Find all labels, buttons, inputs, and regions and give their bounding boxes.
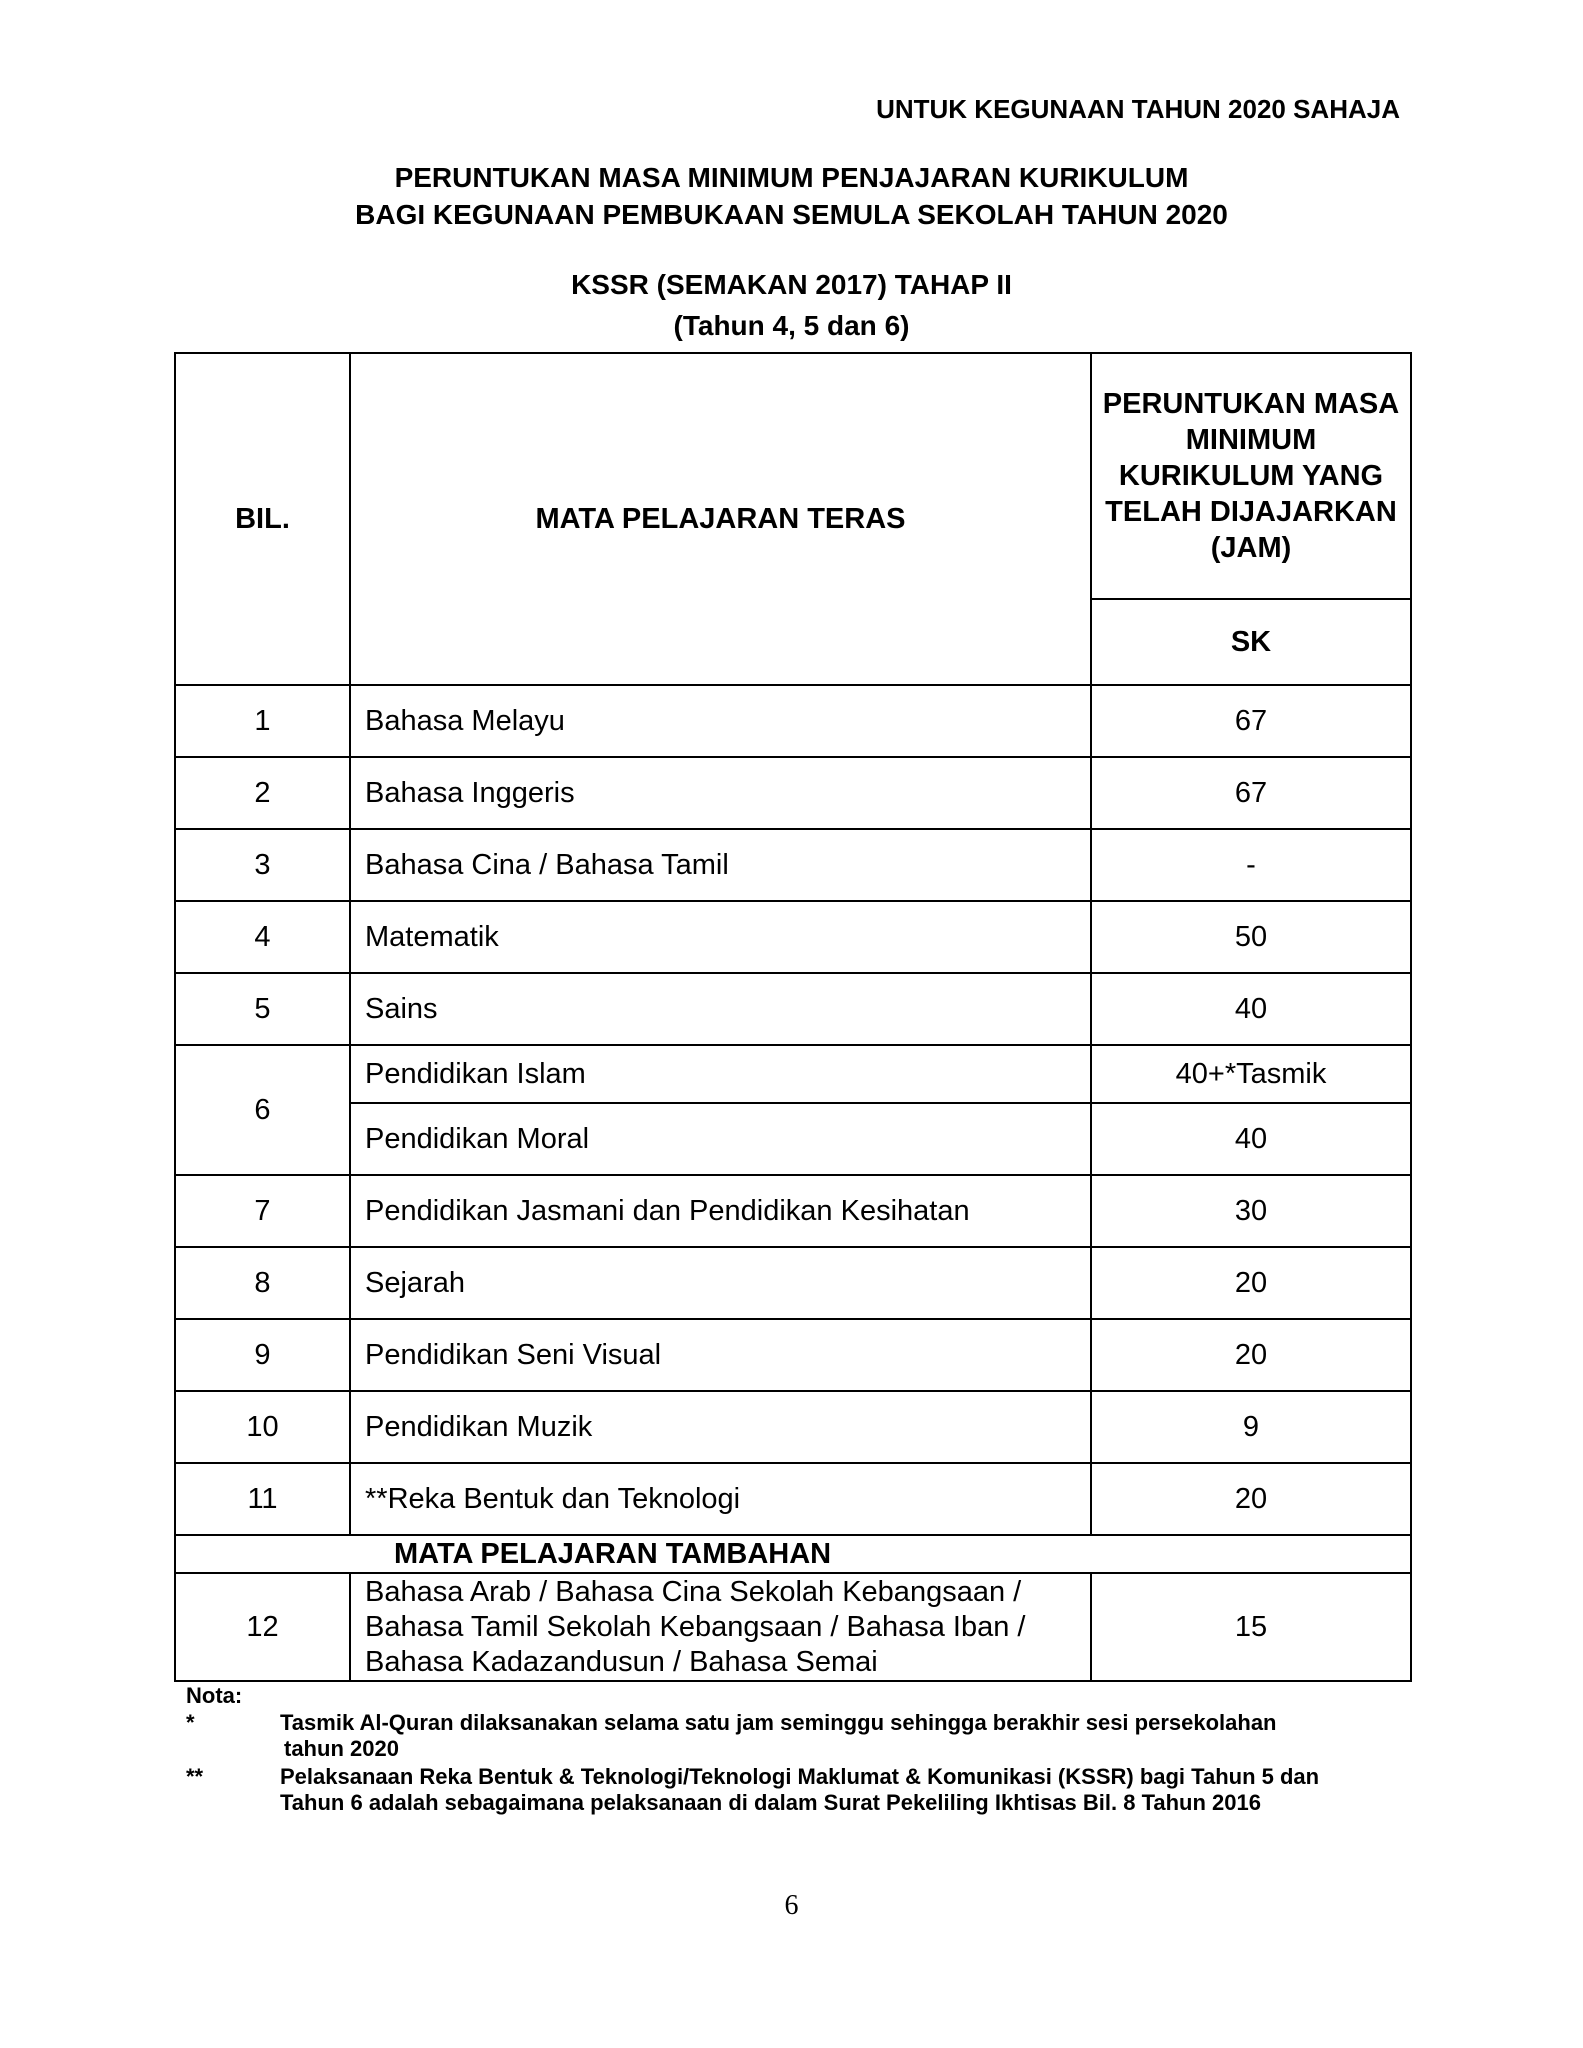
- row-subject: Bahasa Cina / Bahasa Tamil: [350, 829, 1091, 901]
- row-bil: 2: [175, 757, 350, 829]
- row-subject: Pendidikan Islam: [350, 1045, 1091, 1103]
- table-row: [175, 1103, 1411, 1175]
- row-subject: Matematik: [350, 901, 1091, 973]
- title-line-1: PERUNTUKAN MASA MINIMUM PENJAJARAN KURIKULUM: [394, 162, 1189, 193]
- row-bil: 11: [175, 1463, 350, 1535]
- usage-note: UNTUK KEGUNAAN TAHUN 2020 SAHAJA: [876, 94, 1400, 124]
- title-line-2: BAGI KEGUNAAN PEMBUKAAN SEMULA SEKOLAH TAHUN 2020: [355, 199, 1228, 230]
- row-subject: Pendidikan Seni Visual: [350, 1319, 1091, 1391]
- row-bil: 4: [175, 901, 350, 973]
- notes-label: Nota:: [186, 1683, 243, 1708]
- subtitle-line-1: KSSR (SEMAKAN 2017) TAHAP II: [571, 269, 1012, 300]
- row-subject: Pendidikan Muzik: [350, 1391, 1091, 1463]
- curriculum-table: [174, 352, 1412, 1682]
- row-sk: 20: [1091, 1319, 1411, 1391]
- row-sk: 67: [1091, 757, 1411, 829]
- row-subject-line: Bahasa Tamil Sekolah Kebangsaan / Bahasa Iban /: [365, 1610, 1026, 1643]
- header-bil: BIL.: [175, 353, 350, 685]
- row-subject: Sejarah: [350, 1247, 1091, 1319]
- header-sk: SK: [1091, 599, 1411, 685]
- table-row: [175, 757, 1411, 829]
- subtitle-line-2: (Tahun 4, 5 dan 6): [673, 310, 910, 341]
- table-row: [175, 1247, 1411, 1319]
- row-sk: 50: [1091, 901, 1411, 973]
- table-row: [175, 1463, 1411, 1535]
- row-bil: 1: [175, 685, 350, 757]
- note-text: [280, 1710, 1410, 1762]
- row-subject-line: Bahasa Kadazandusun / Bahasa Semai: [365, 1645, 878, 1678]
- row-bil: 3: [175, 829, 350, 901]
- row-bil: 9: [175, 1319, 350, 1391]
- row-sk: 15: [1091, 1573, 1411, 1681]
- row-sk: 40: [1091, 1103, 1411, 1175]
- table-row: [175, 685, 1411, 757]
- table-row: [175, 1175, 1411, 1247]
- table-row: [175, 973, 1411, 1045]
- row-bil: 10: [175, 1391, 350, 1463]
- row-sk: 20: [1091, 1247, 1411, 1319]
- table-row: [175, 1573, 1411, 1681]
- row-sk: 40+*Tasmik: [1091, 1045, 1411, 1103]
- row-sk: 20: [1091, 1463, 1411, 1535]
- table-row: [175, 1045, 1411, 1103]
- row-bil: 5: [175, 973, 350, 1045]
- row-bil: 7: [175, 1175, 350, 1247]
- table-row: [175, 901, 1411, 973]
- row-subject: Bahasa Melayu: [350, 685, 1091, 757]
- note-line: Tahun 6 adalah sebagaimana pelaksanaan di dalam Surat Pekeliling Ikhtisas Bil. 8 Tahun 2016: [280, 1790, 1261, 1815]
- note-line: Tasmik Al-Quran dilaksanakan selama satu jam seminggu sehingga berakhir sesi persekolahan: [280, 1710, 1277, 1735]
- note-text: [280, 1764, 1410, 1816]
- header-subject: MATA PELAJARAN TERAS: [350, 353, 1091, 685]
- row-sk: -: [1091, 829, 1411, 901]
- row-bil: 8: [175, 1247, 350, 1319]
- note-marker: *: [186, 1710, 195, 1735]
- section-tambahan: MATA PELAJARAN TAMBAHAN: [175, 1535, 1411, 1573]
- note-line: tahun 2020: [284, 1736, 399, 1761]
- row-subject-line: Bahasa Arab / Bahasa Cina Sekolah Kebangsaan /: [365, 1575, 1022, 1608]
- row-subject: Bahasa Inggeris: [350, 757, 1091, 829]
- row-subject: Sains: [350, 973, 1091, 1045]
- row-subject: **Reka Bentuk dan Teknologi: [350, 1463, 1091, 1535]
- note-line: Pelaksanaan Reka Bentuk & Teknologi/Teknologi Maklumat & Komunikasi (KSSR) bagi Tahun 5 dan: [280, 1764, 1320, 1789]
- table-row: [175, 829, 1411, 901]
- row-sk: 30: [1091, 1175, 1411, 1247]
- row-bil: 12: [175, 1573, 350, 1681]
- row-sk: 40: [1091, 973, 1411, 1045]
- row-subject: Pendidikan Jasmani dan Pendidikan Kesihatan: [350, 1175, 1091, 1247]
- note-marker: **: [186, 1764, 204, 1789]
- table-row: [175, 1319, 1411, 1391]
- row-sk: 67: [1091, 685, 1411, 757]
- row-subject: Pendidikan Moral: [350, 1103, 1091, 1175]
- table-row: [175, 1391, 1411, 1463]
- row-sk: 9: [1091, 1391, 1411, 1463]
- row-bil: 6: [175, 1045, 350, 1175]
- page-number: 6: [784, 1890, 799, 1921]
- header-hours: PERUNTUKAN MASA MINIMUM KURIKULUM YANG TELAH DIJAJARKAN (JAM): [1091, 353, 1411, 599]
